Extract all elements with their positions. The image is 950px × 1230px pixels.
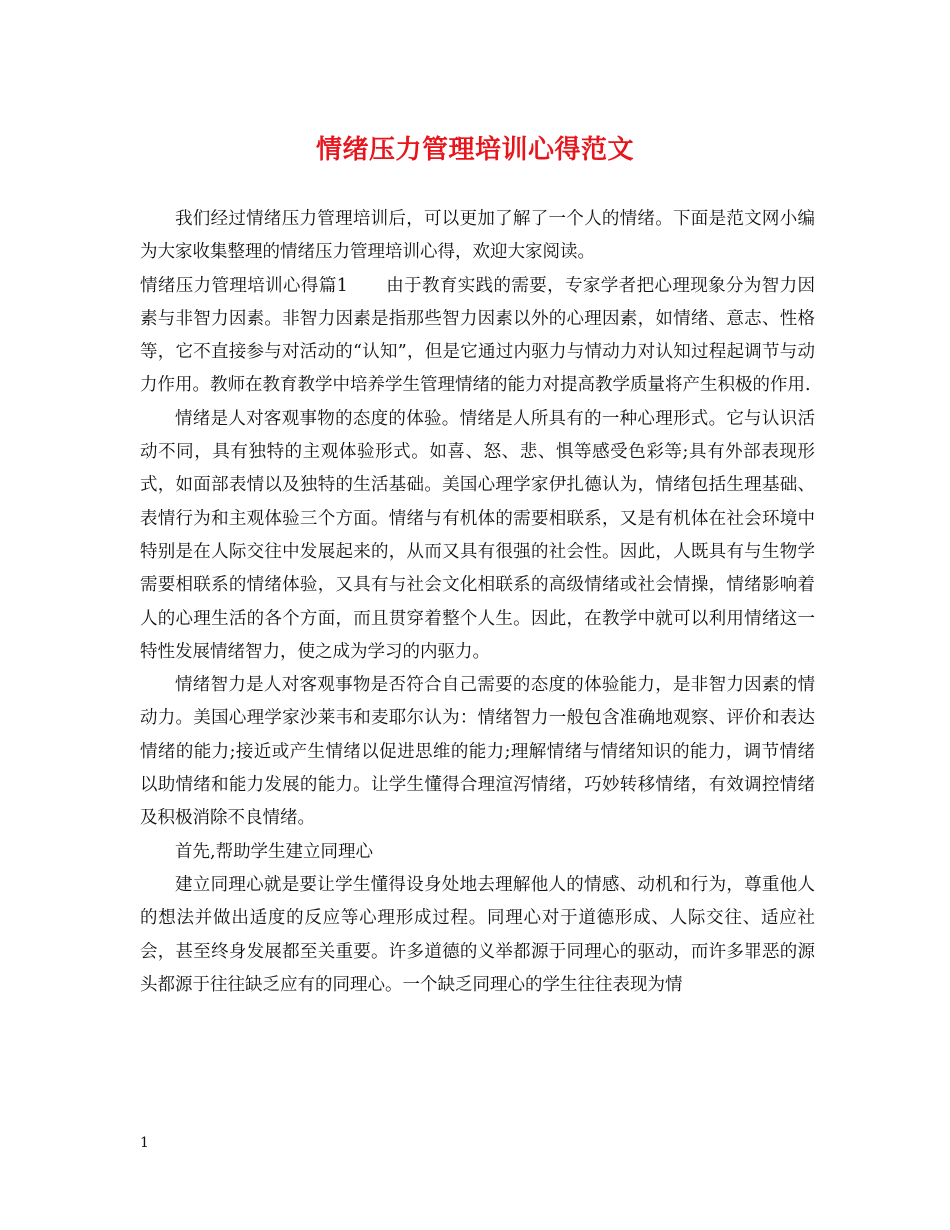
intro-paragraph: 我们经过情绪压力管理培训后，可以更加了解了一个人的情绪。下面是范文网小编为大家收集整理的情绪压力管理培训心得，欢迎大家阅读。 bbox=[140, 209, 815, 263]
emotional-intelligence-paragraph: 情绪智力是人对客观事物是否符合自己需要的态度的体验能力，是非智力因素的情动力。美国心理学家沙莱韦和麦耶尔认为：情绪智力一般包含准确地观察、评价和表达情绪的能力;接近或产生情绪以促进思维的能力;理解情绪与情绪知识的能力，调节情绪以助情绪和能力发展的能力。让学生懂得合理渲泻情绪，巧妙转移情绪，有效调控情绪及积极消除不良情绪。 bbox=[140, 675, 815, 829]
document-title: 情绪压力管理培训心得范文 bbox=[315, 135, 634, 165]
empathy-paragraph: 建立同理心就是要让学生懂得设身处地去理解他人的情感、动机和行为，尊重他人的想法并做出适度的反应等心理形成过程。同理心对于道德形成、人际交往、适应社会，甚至终身发展都至关重要。许多道德的义举都源于同理心的驱动，而许多罪恶的源头都源于往往缺乏应有的同理心。一个缺乏同理心的学生往往表现为情 bbox=[140, 874, 815, 995]
article-first-paragraph bbox=[140, 270, 815, 403]
article-heading: 情绪压力管理培训心得篇1 bbox=[140, 275, 348, 296]
first-step-heading: 首先,帮助学生建立同理心 bbox=[175, 841, 374, 862]
document-body bbox=[140, 203, 815, 1002]
emotion-definition-paragraph: 情绪是人对客观事物的态度的体验。情绪是人所具有的一种心理形式。它与认识活动不同，具有独特的主观体验形式。如喜、怒、悲、惧等感受色彩等;具有外部表现形式，如面部表情以及独特的生活基础。美国心理学家伊扎德认为，情绪包括生理基础、表情行为和主观体验三个方面。情绪与有机体的需要相联系，又是有机体在社会环境中特别是在人际交往中发展起来的，从而又具有很强的社会性。因此，人既具有与生物学需要相联系的情绪体验，又具有与社会文化相联系的高级情绪或社会情操，情绪影响着人的心理生活的各个方面，而且贯穿着整个人生。因此，在教学中就可以利用情绪这一特性发展情绪智力，使之成为学习的内驱力。 bbox=[140, 408, 815, 662]
page-number: 1 bbox=[140, 1135, 149, 1151]
article-lead-text: 由于教育实践的需要，专家学者把心理现象分为智力因素与非智力因素。非智力因素是指那些智力因素以外的心理因素，如情绪、意志、性格等，它不直接参与对活动的“认知”，但是它通过内驱力与情动力对认知过程起调节与动力作用。教师在教育教学中培养学生管理情绪的能力对提高教学质量将产生积极的作用. bbox=[140, 275, 816, 396]
